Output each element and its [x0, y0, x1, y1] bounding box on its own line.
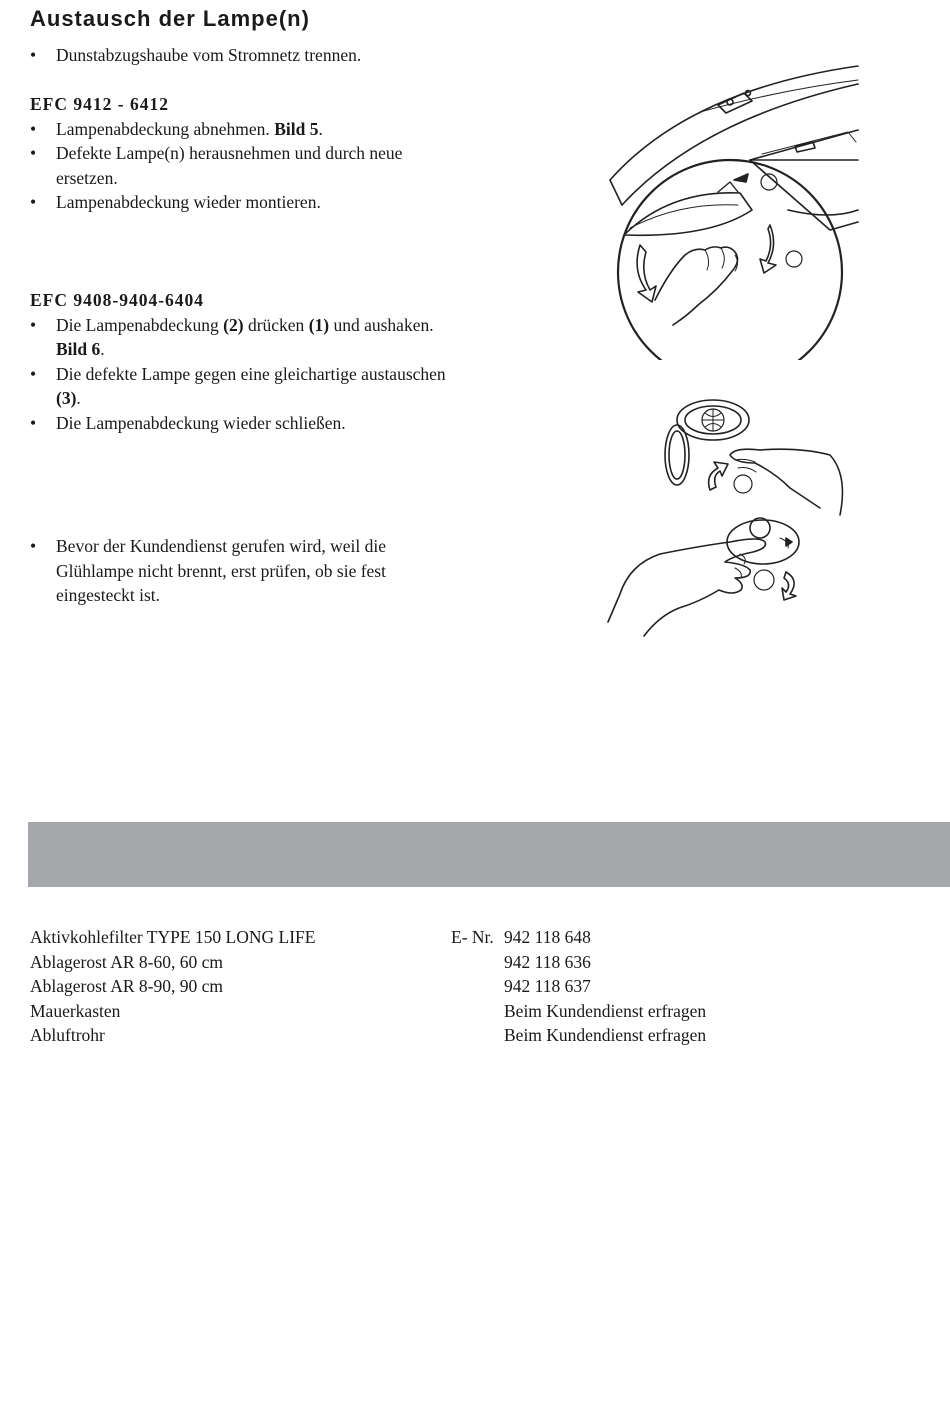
intro-block	[30, 43, 450, 68]
accessory-number: Beim Kundendienst erfragen	[504, 1025, 707, 1045]
accessory-number: Beim Kundendienst erfragen	[504, 1000, 707, 1021]
list-item: • Bevor der Kundendienst gerufen wird, weil die Glühlampe nicht brennt, erst prüfen, ob sie fest eingesteckt ist.	[30, 534, 450, 608]
accessory-number: 942 118 637	[504, 976, 591, 996]
accessories-list	[30, 925, 790, 1048]
accessory-name: Aktivkohlefilter TYPE 150 LONG LIFE	[30, 927, 316, 947]
list-item: • Lampenabdeckung wieder montieren.	[30, 190, 450, 215]
accessory-number-prefix: E- Nr.	[451, 927, 494, 947]
page-title: Austausch der Lampe(n)	[30, 6, 310, 31]
accessory-row	[30, 974, 790, 999]
accessory-row	[30, 1023, 790, 1048]
list-item: • Defekte Lampe(n) herausnehmen und durch neue ersetzen.	[30, 141, 450, 190]
accessory-name: Mauerkasten	[30, 1000, 121, 1021]
accessory-name: Ablagerost AR 8-60, 60 cm	[30, 951, 223, 972]
list-item: • Die defekte Lampe gegen eine gleichartige austauschen (3).	[30, 362, 450, 411]
accessory-name: Abluftrohr	[30, 1025, 105, 1045]
note-block	[30, 534, 450, 608]
list-item: • Lampenabdeckung abnehmen. Bild 5.	[30, 117, 450, 142]
section-efc-9408	[30, 288, 450, 435]
accessory-row	[30, 925, 790, 950]
section-heading: EFC 9408-9404-6404	[30, 290, 205, 310]
section-band	[28, 822, 950, 887]
figure-5-lamp-cover-removal-illustration	[600, 60, 860, 360]
accessory-name: Ablagerost AR 8-90, 90 cm	[30, 976, 223, 996]
accessory-number: 942 118 636	[504, 951, 591, 972]
accessory-row	[30, 950, 790, 975]
accessory-row	[30, 999, 790, 1024]
list-item: • Die Lampenabdeckung (2) drücken (1) und aushaken. Bild 6.	[30, 313, 450, 362]
section-efc-9412	[30, 92, 450, 215]
accessory-number: 942 118 648	[504, 927, 591, 947]
figure-6-round-lamp-replacement-illustration	[600, 390, 860, 645]
list-item: • Die Lampenabdeckung wieder schließen.	[30, 411, 450, 436]
intro-item: • Dunstabzugshaube vom Stromnetz trennen.	[30, 43, 450, 68]
section-heading: EFC 9412 - 6412	[30, 94, 169, 114]
